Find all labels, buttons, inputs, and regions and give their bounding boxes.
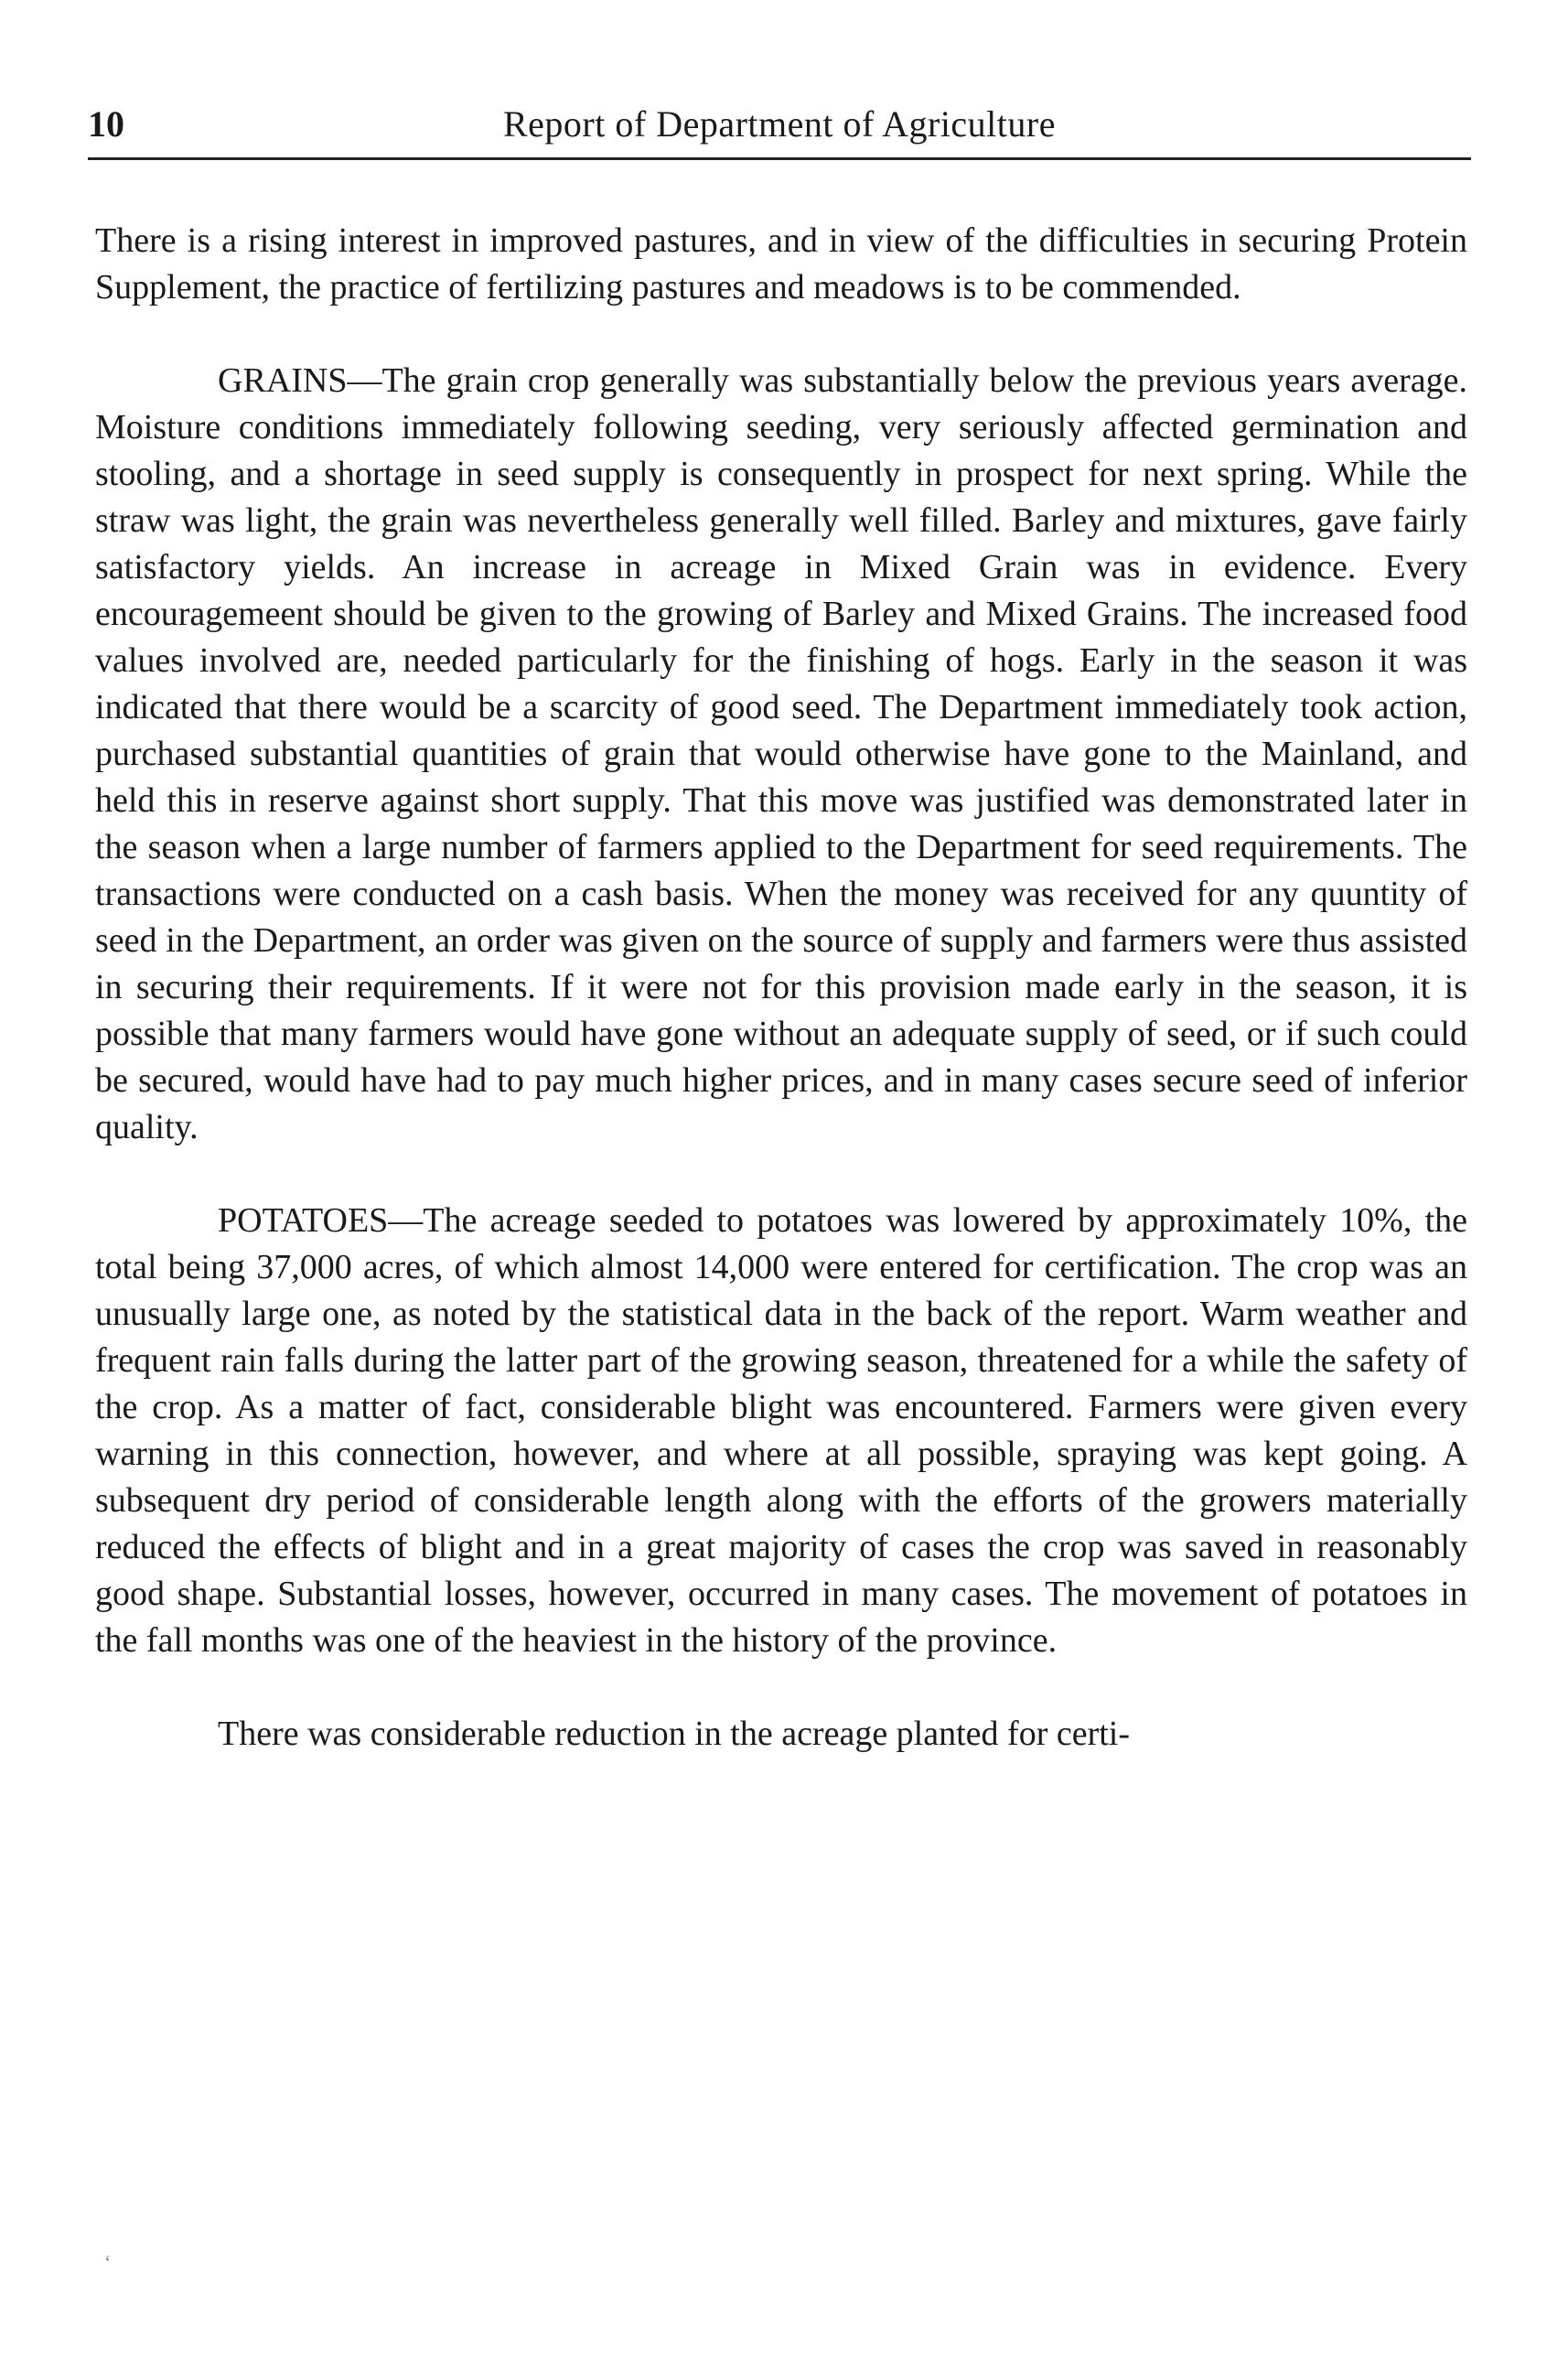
page-number: 10 xyxy=(88,103,124,145)
stray-mark: ‘ xyxy=(104,2251,112,2274)
header-rule xyxy=(88,157,1471,160)
paragraph-pastures: There is a rising interest in improved pastures, and in view of the difficulties in securing Protein Supplement, the practice of fertilizing pastures and meadows is to be commended. xyxy=(95,221,1467,306)
page-body xyxy=(95,218,1467,1758)
running-head: Report of Department of Agriculture xyxy=(503,103,1056,145)
paragraph-grains: GRAINS—The grain crop generally was substantially below the previous years average. Moisture conditions immediately following seeding, very seriously affected germination and stooling, and a shortage in seed supply is consequently in prospect for next spring. While the straw was light, the grain was nevertheless generally well filled. Barley and mixtures, gave fairly satisfactory yields. An increase in acreage in Mixed Grain was in evidence. Every encouragemeent should be given to the growing of Barley and Mixed Grains. The increased food values involved are, needed particularly for the finishing of hogs. Early in the season it was indicated that there would be a scarcity of good seed. The Department immediately took action, purchased substantial quantities of grain that would otherwise have gone to the Mainland, and held this in reserve against short supply. That this move was justified was demonstrated later in the season when a large number of farmers applied to the Department for seed requirements. The transactions were conducted on a cash basis. When the money was received for any quuntity of seed in the Department, an order was given on the source of supply and farmers were thus assisted in securing their requirements. If it were not for this provision made early in the season, it is possible that many farmers would have gone without an adequate supply of seed, or if such could be secured, would have had to pay much higher prices, and in many cases secure seed of inferior quality. xyxy=(95,361,1467,1146)
paragraph-certification: There was considerable reduction in the acreage planted for certi- xyxy=(218,1715,1130,1753)
paragraph-potatoes: POTATOES—The acreage seeded to potatoes was lowered by approximately 10%, the total being 37,000 acres, of which almost 14,000 were entered for certification. The crop was an unusually large one, as noted by the statistical data in the back of the report. Warm weather and frequent rain falls during the latter part of the growing season, threatened for a while the safety of the crop. As a matter of fact, considerable blight was encountered. Farmers were given every warning in this connection, however, and where at all possible, spraying was kept going. A subsequent dry period of considerable length along with the efforts of the growers materially reduced the effects of blight and in a great majority of cases the crop was saved in reasonably good shape. Substantial losses, however, occurred in many cases. The movement of potatoes in the fall months was one of the heaviest in the history of the province. xyxy=(95,1201,1467,1660)
page-header xyxy=(88,102,1471,156)
